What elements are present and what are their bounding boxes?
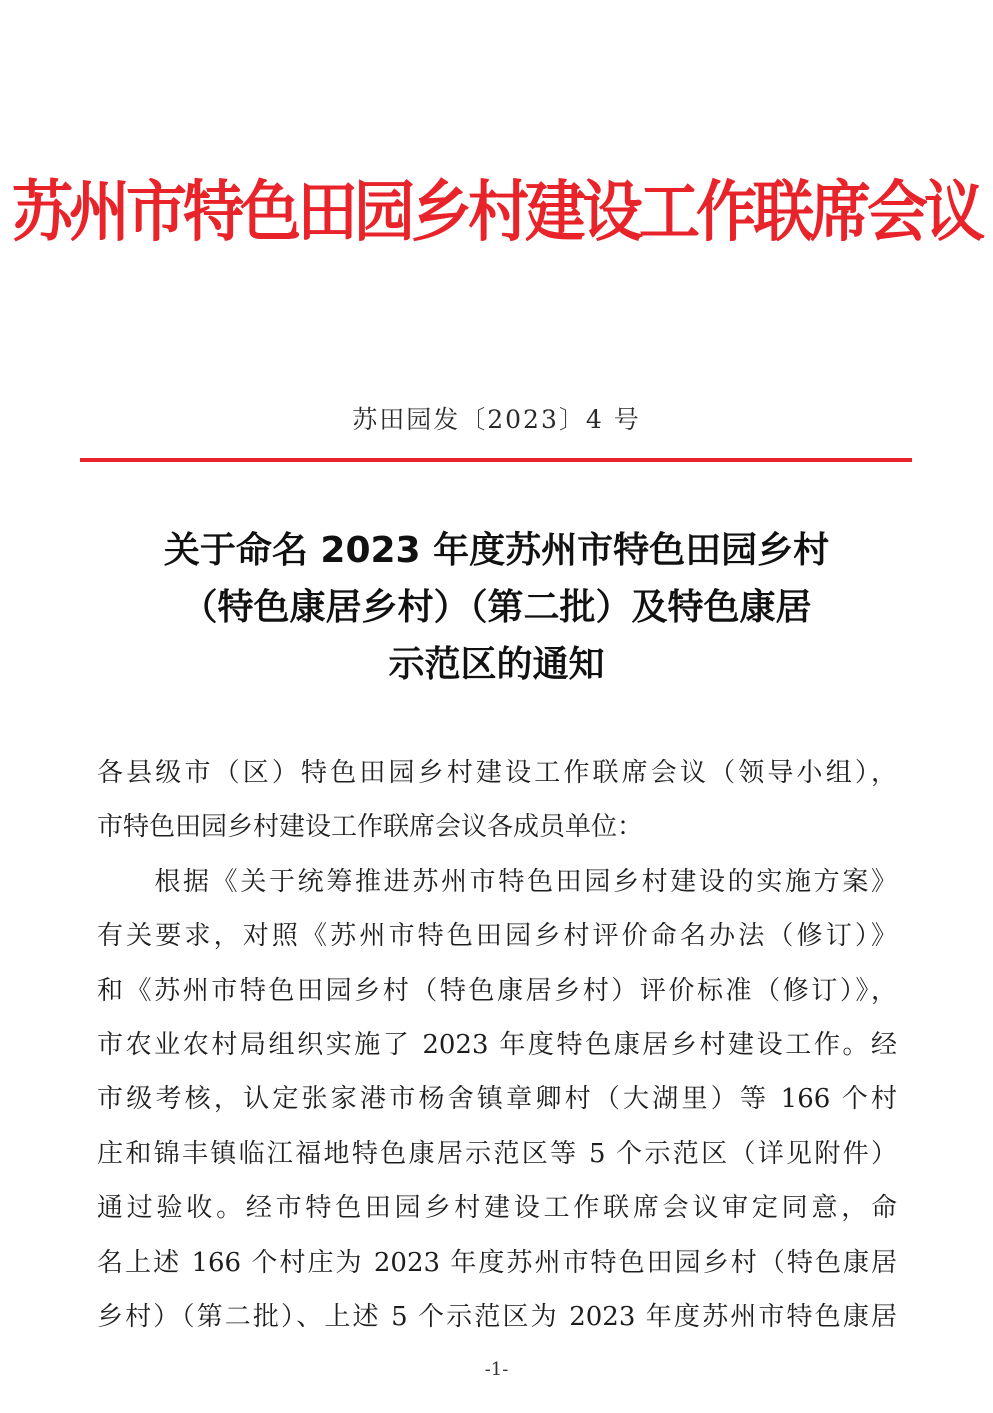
document-body bbox=[97, 746, 897, 1344]
body-line: 通过验收。经市特色田园乡村建设工作联席会议审定同意，命 bbox=[97, 1193, 897, 1224]
body-line: 名上述 166 个村庄为 2023 年度苏州市特色田园乡村（特色康居 bbox=[97, 1247, 897, 1278]
red-divider-rule bbox=[80, 458, 912, 462]
addressee-line: 各县级市（区）特色田园乡村建设工作联席会议（领导小组）， bbox=[97, 758, 897, 788]
body-line: 乡村）（第二批）、上述 5 个示范区为 2023 年度苏州市特色康居 bbox=[97, 1301, 897, 1332]
document-title bbox=[0, 522, 993, 693]
title-line: （特色康居乡村）（第二批）及特色康居 bbox=[181, 587, 812, 628]
issuing-authority-masthead: 苏州市特色田园乡村建设工作联席会议 bbox=[11, 174, 981, 251]
title-line: 关于命名 2023 年度苏州市特色田园乡村 bbox=[163, 530, 830, 571]
document-number: 苏田园发〔2023〕4 号 bbox=[352, 405, 641, 434]
body-line: 根据《关于统筹推进苏州市特色田园乡村建设的实施方案》 bbox=[97, 866, 897, 897]
body-line: 有关要求，对照《苏州市特色田园乡村评价命名办法（修订）》 bbox=[97, 921, 897, 952]
body-line: 市农业农村局组织实施了 2023 年度特色康居乡村建设工作。经 bbox=[97, 1029, 897, 1060]
addressee-line: 市特色田园乡村建设工作联席会议各成员单位： bbox=[97, 812, 644, 843]
body-line: 市级考核，认定张家港市杨舍镇章卿村（大湖里）等 166 个村 bbox=[97, 1084, 897, 1115]
page-number: -1- bbox=[484, 1359, 509, 1380]
body-line: 庄和锦丰镇临江福地特色康居示范区等 5 个示范区（详见附件） bbox=[97, 1138, 897, 1169]
title-line: 示范区的通知 bbox=[388, 644, 605, 685]
body-line: 和《苏州市特色田园乡村（特色康居乡村）评价标准（修订）》， bbox=[97, 975, 897, 1006]
